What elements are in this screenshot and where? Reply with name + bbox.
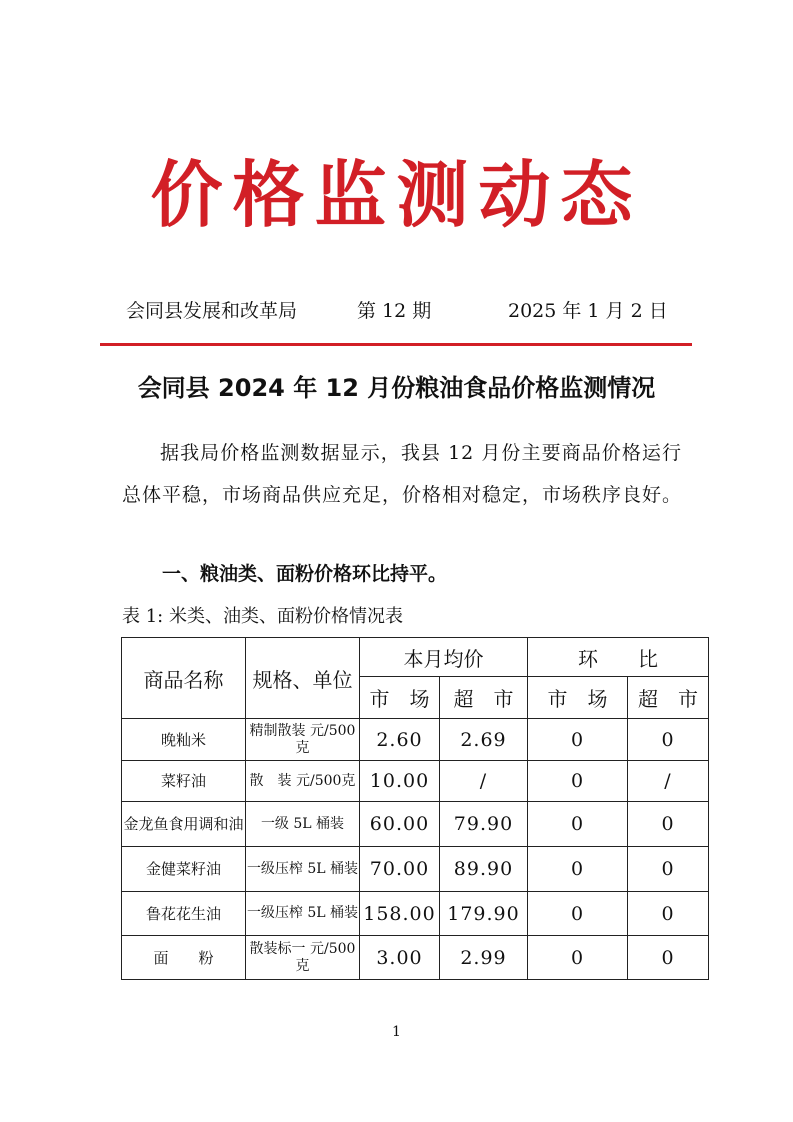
- red-divider: [100, 343, 692, 346]
- row-mom-market: 0: [528, 847, 628, 892]
- row-name: 金健菜籽油: [122, 847, 246, 892]
- page-number: 1: [392, 1024, 401, 1040]
- header-mom-supermarket: 超 市: [628, 677, 709, 719]
- row-avg-market: 70.00: [360, 847, 440, 892]
- row-mom-supermarket: 0: [628, 936, 709, 980]
- table-row: [122, 936, 709, 980]
- table-row: [122, 719, 709, 761]
- row-mom-market: 0: [528, 892, 628, 936]
- row-mom-market: 0: [528, 802, 628, 847]
- row-name: 面 粉: [122, 936, 246, 980]
- row-avg-supermarket: 2.69: [440, 719, 528, 761]
- header-avg-price: 本月均价: [360, 638, 528, 677]
- row-spec: 一级 5L 桶装: [246, 802, 360, 847]
- row-avg-supermarket: 2.99: [440, 936, 528, 980]
- document-title: 会同县 2024 年 12 月份粮油食品价格监测情况: [137, 374, 656, 402]
- row-avg-supermarket: 89.90: [440, 847, 528, 892]
- issue-number: 第 12 期: [357, 300, 432, 322]
- row-spec: 一级压榨 5L 桶装: [246, 892, 360, 936]
- row-mom-market: 0: [528, 936, 628, 980]
- row-avg-market: 2.60: [360, 719, 440, 761]
- row-spec: 散装标一 元/500克: [246, 936, 360, 980]
- row-spec: 一级压榨 5L 桶装: [246, 847, 360, 892]
- table-row: [122, 892, 709, 936]
- row-mom-supermarket: 0: [628, 847, 709, 892]
- row-mom-market: 0: [528, 719, 628, 761]
- price-table: [121, 637, 709, 980]
- row-name: 金龙鱼食用调和油: [122, 802, 246, 847]
- row-spec: 精制散装 元/500克: [246, 719, 360, 761]
- row-avg-market: 10.00: [360, 761, 440, 802]
- row-spec: 散 装 元/500克: [246, 761, 360, 802]
- header-avg-supermarket: 超 市: [440, 677, 528, 719]
- row-avg-supermarket: 79.90: [440, 802, 528, 847]
- header-mom-market: 市 场: [528, 677, 628, 719]
- row-avg-supermarket: /: [440, 761, 528, 802]
- section-heading: 一、粮油类、面粉价格环比持平。: [162, 563, 448, 585]
- row-avg-market: 3.00: [360, 936, 440, 980]
- row-mom-market: 0: [528, 761, 628, 802]
- table-caption: 表 1: 米类、油类、面粉价格情况表: [122, 606, 403, 627]
- table-row: [122, 761, 709, 802]
- row-mom-supermarket: 0: [628, 802, 709, 847]
- row-avg-supermarket: 179.90: [440, 892, 528, 936]
- masthead-title: 价格监测动态: [150, 152, 643, 237]
- row-mom-supermarket: 0: [628, 892, 709, 936]
- issue-date: 2025 年 1 月 2 日: [508, 300, 668, 322]
- intro-paragraph: 据我局价格监测数据显示，我县 12 月份主要商品价格运行总体平稳，市场商品供应充足，价格相对稳定，市场秩序良好。: [122, 442, 683, 506]
- header-spec: 规格、单位: [246, 638, 360, 719]
- table-row: [122, 802, 709, 847]
- header-avg-market: 市 场: [360, 677, 440, 719]
- issuing-organization: 会同县发展和改革局: [126, 300, 298, 322]
- table-row: [122, 847, 709, 892]
- header-month-over-month: 环 比: [528, 638, 709, 677]
- row-avg-market: 60.00: [360, 802, 440, 847]
- row-avg-market: 158.00: [360, 892, 440, 936]
- row-name: 晚籼米: [122, 719, 246, 761]
- row-name: 鲁花花生油: [122, 892, 246, 936]
- row-mom-supermarket: /: [628, 761, 709, 802]
- row-name: 菜籽油: [122, 761, 246, 802]
- row-mom-supermarket: 0: [628, 719, 709, 761]
- header-name: 商品名称: [122, 638, 246, 719]
